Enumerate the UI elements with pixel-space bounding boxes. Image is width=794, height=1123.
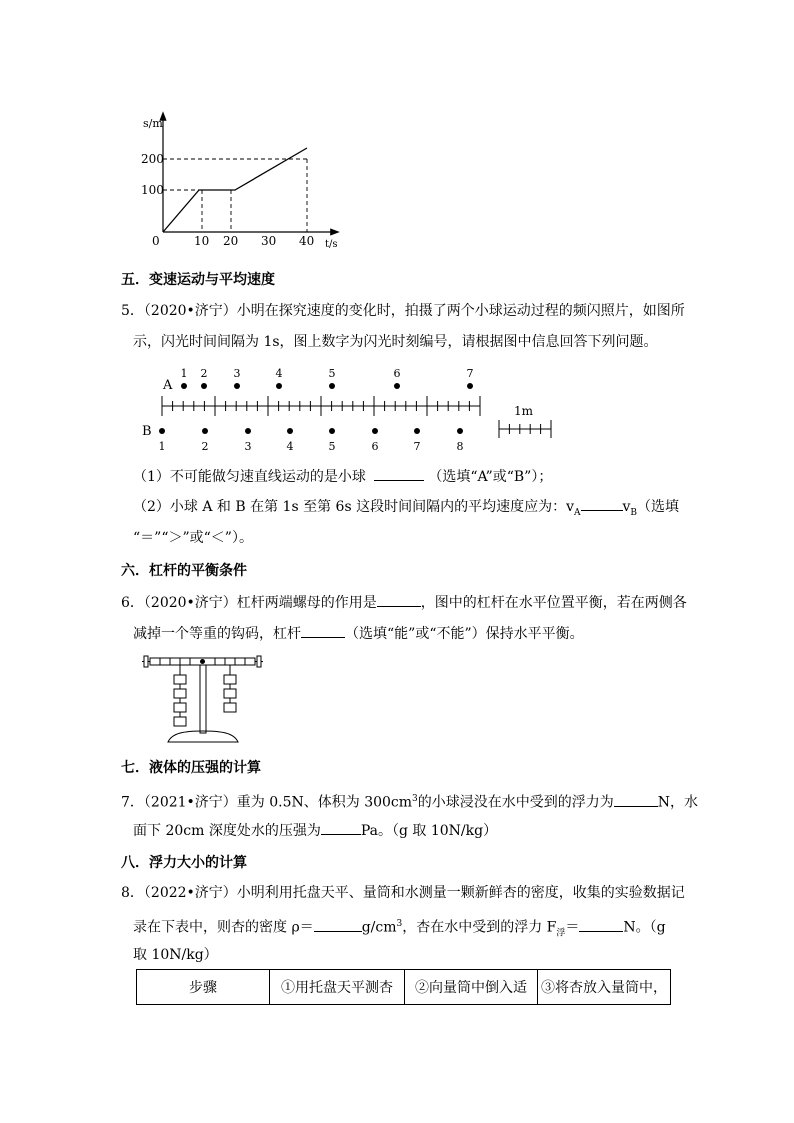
s-t-graph bbox=[135, 110, 350, 255]
q6-line1-b: ，图中的杠杆在水平位置平衡，若在两侧各 bbox=[420, 595, 687, 611]
ball-b-7 bbox=[414, 428, 420, 434]
table-cell: 步骤 bbox=[137, 970, 270, 1005]
q8-blank-1[interactable] bbox=[314, 919, 362, 932]
ball-b-5 bbox=[329, 428, 335, 434]
ball-b-2 bbox=[202, 428, 208, 434]
ball-a-5 bbox=[329, 383, 335, 389]
ball-a-row bbox=[181, 383, 473, 389]
q6-line2-b: （选填“能”或“不能”）保持水平平衡。 bbox=[345, 626, 584, 642]
y-tick-100: 100 bbox=[141, 183, 164, 197]
fulcrum bbox=[200, 659, 205, 664]
ball-b-num-5: 5 bbox=[328, 440, 336, 453]
ball-a-num-4: 4 bbox=[275, 367, 283, 380]
q8-line3: 取 10N/kg） bbox=[133, 947, 218, 963]
balance-nut-left bbox=[142, 656, 150, 667]
ball-a-7 bbox=[467, 383, 473, 389]
q8-line2-c: ，杏在水中受到的浮力 F bbox=[402, 919, 557, 936]
ball-a-label: A bbox=[163, 378, 173, 393]
heading-5: 五．变速运动与平均速度 bbox=[121, 272, 275, 288]
ball-b-6 bbox=[372, 428, 378, 434]
weights-left bbox=[174, 665, 186, 726]
table-cell: ②向量筒中倒入适 bbox=[405, 970, 538, 1005]
q5-sub2-vb: v bbox=[622, 499, 631, 515]
table-cell: ③将杏放入量筒中， bbox=[538, 970, 671, 1005]
y-axis-label: s/m bbox=[143, 117, 163, 130]
q5-sub1-text: （1）不可能做匀速直线运动的是小球 bbox=[133, 469, 366, 485]
q7-line2-a: 面下 20cm 深度处水的压强为 bbox=[133, 823, 321, 839]
ball-b-row bbox=[159, 428, 463, 434]
ball-a-num-6: 6 bbox=[393, 367, 401, 380]
x-tick-20: 20 bbox=[223, 234, 239, 248]
ball-b-num-7: 7 bbox=[413, 440, 421, 453]
weights-right bbox=[224, 665, 236, 712]
q6-blank-1[interactable] bbox=[377, 594, 421, 607]
ball-b-num-2: 2 bbox=[201, 440, 209, 453]
x-tick-10: 10 bbox=[194, 234, 210, 248]
ball-b-num-8: 8 bbox=[456, 440, 464, 453]
q8-line2-b: g/cm bbox=[361, 919, 397, 936]
strobe-diagram bbox=[135, 362, 560, 457]
q6-line1 bbox=[121, 594, 687, 611]
q5-line1: 5．（2020•济宁）小明在探究速度的变化时，拍摄了两个小球运动过程的频闪照片，如图所 bbox=[121, 303, 685, 319]
ball-a-4 bbox=[276, 383, 282, 389]
q5-sub2-sub-b: B bbox=[630, 507, 638, 518]
y-tick-200: 200 bbox=[141, 152, 164, 166]
q7-line1 bbox=[121, 791, 698, 811]
q5-sub2-sub-a: A bbox=[574, 507, 581, 518]
q5-sub2-blank[interactable] bbox=[581, 498, 623, 511]
ball-b-8 bbox=[457, 428, 463, 434]
q8-sup: 3 bbox=[396, 919, 403, 929]
q8-sub: 浮 bbox=[556, 928, 566, 939]
ball-b-numbers bbox=[159, 440, 464, 453]
lever-diagram bbox=[140, 650, 265, 748]
q7-sup: 3 bbox=[412, 794, 418, 804]
q7-line2-b: Pa。（g 取 10N/kg） bbox=[360, 823, 498, 839]
origin-label: 0 bbox=[152, 234, 160, 248]
q8-line2 bbox=[133, 916, 666, 941]
ball-a-1 bbox=[181, 383, 187, 389]
q5-sub2 bbox=[133, 498, 679, 521]
ball-a-2 bbox=[201, 383, 207, 389]
ball-b-3 bbox=[245, 428, 251, 434]
q6-line2 bbox=[133, 625, 584, 642]
x-tick-30: 30 bbox=[261, 234, 277, 248]
q5-sub2-line2: “＝”“＞”或“＜”）。 bbox=[133, 530, 253, 546]
ball-a-num-3: 3 bbox=[233, 367, 241, 380]
q7-line1-a: 7．（2021•济宁）重为 0.5N、体积为 300cm bbox=[121, 794, 413, 811]
q5-line2: 示，闪光时间间隔为 1s，图上数字为闪光时刻编号，请根据图中信息回答下列问题。 bbox=[133, 334, 658, 350]
heading-8: 八．浮力大小的计算 bbox=[121, 855, 247, 871]
x-axis-label: t/s bbox=[325, 239, 338, 250]
ball-a-num-2: 2 bbox=[200, 367, 208, 380]
q7-blank-1[interactable] bbox=[614, 794, 658, 807]
table-row bbox=[137, 970, 671, 1005]
ball-b-num-4: 4 bbox=[286, 440, 294, 453]
ball-a-numbers bbox=[181, 367, 474, 380]
q5-sub2-text: （2）小球 A 和 B 在第 1s 至第 6s 这段时间间隔内的平均速度应为：v bbox=[133, 499, 574, 515]
q7-blank-2[interactable] bbox=[321, 822, 361, 835]
ball-b-num-6: 6 bbox=[371, 440, 379, 453]
q6-line2-a: 减掉一个等重的钩码，杠杆 bbox=[133, 626, 301, 642]
ball-a-num-5: 5 bbox=[328, 367, 336, 380]
q5-sub1-blank[interactable] bbox=[374, 468, 424, 481]
q7-line1-c: N，水 bbox=[657, 794, 699, 811]
q8-line2-e: N。（g bbox=[623, 919, 666, 936]
ball-a-num-1: 1 bbox=[180, 367, 188, 380]
scale-label: 1m bbox=[514, 404, 534, 418]
ball-b-4 bbox=[287, 428, 293, 434]
q5-sub1 bbox=[133, 468, 552, 485]
q8-line2-a: 录在下表中，则杏的密度 ρ＝ bbox=[133, 919, 314, 936]
ball-a-3 bbox=[234, 383, 240, 389]
balance-nut-right bbox=[255, 656, 263, 667]
table-cell: ①用托盘天平测杏 bbox=[270, 970, 405, 1005]
ball-a-6 bbox=[394, 383, 400, 389]
q7-line1-b: 的小球浸没在水中受到的浮力为 bbox=[417, 794, 614, 811]
q8-line1: 8．（2022•济宁）小明利用托盘天平、量筒和水测量一颗新鲜杏的密度，收集的实验数据记 bbox=[121, 885, 685, 901]
x-tick-40: 40 bbox=[299, 234, 315, 248]
q6-blank-2[interactable] bbox=[301, 625, 345, 638]
q8-line2-d: ＝ bbox=[565, 919, 580, 936]
q6-line1-a: 6．（2020•济宁）杠杆两端螺母的作用是 bbox=[121, 595, 377, 611]
heading-6: 六．杠杆的平衡条件 bbox=[121, 563, 247, 579]
heading-7: 七．液体的压强的计算 bbox=[121, 760, 261, 776]
ball-b-1 bbox=[159, 428, 165, 434]
ball-b-num-1: 1 bbox=[158, 440, 166, 453]
q5-sub2-hint: （选填 bbox=[637, 499, 680, 515]
data-table bbox=[136, 969, 671, 1005]
ball-b-num-3: 3 bbox=[244, 440, 252, 453]
q8-blank-2[interactable] bbox=[579, 919, 623, 932]
q7-line2 bbox=[133, 822, 497, 839]
q5-sub1-hint: （选填“A”或“B”）； bbox=[428, 469, 553, 485]
ball-a-num-7: 7 bbox=[466, 367, 474, 380]
ball-b-label: B bbox=[142, 424, 152, 439]
